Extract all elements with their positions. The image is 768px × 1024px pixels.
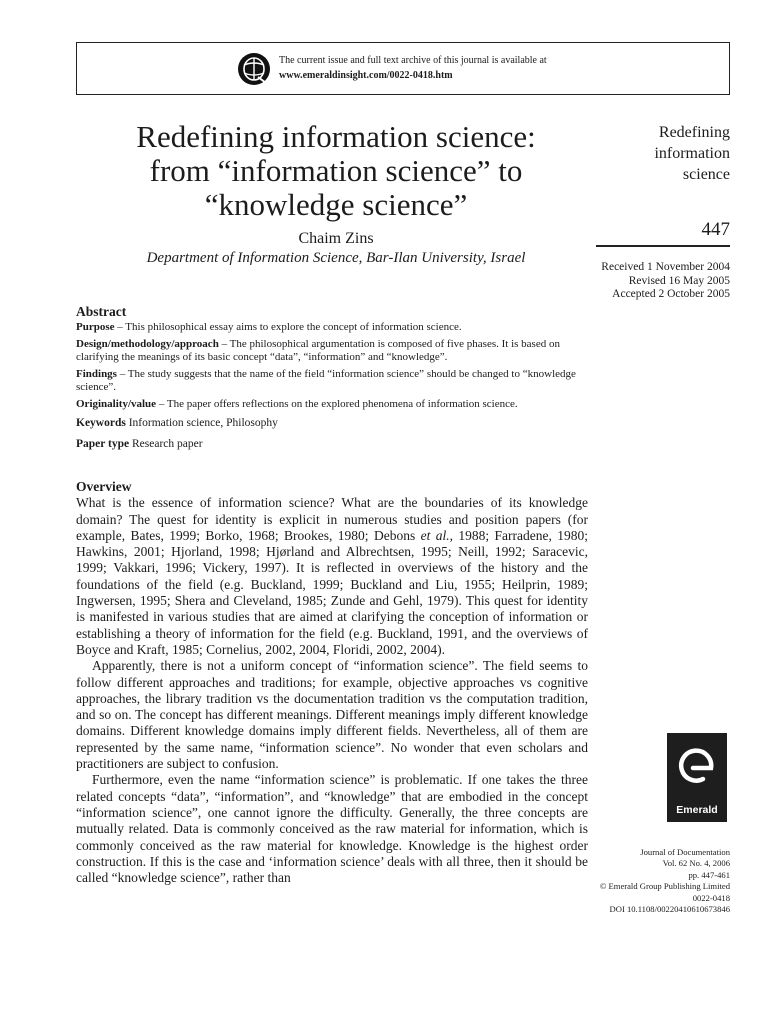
title-line: “knowledge science” xyxy=(204,187,468,222)
issn: 0022-0418 xyxy=(692,892,730,903)
keywords-label: Keywords xyxy=(76,417,126,429)
running-title-line: Redefining xyxy=(658,124,730,141)
revised-date: Revised 16 May 2005 xyxy=(628,274,730,287)
author-name: Chaim Zins xyxy=(298,230,374,247)
page-number: 447 xyxy=(701,219,730,240)
overview-paragraph-2: Apparently, there is not a uniform concept of “information science”. The field seems to follow different approaches and traditions; for example, objective approaches vs cognitive approaches, the library tradition vs the documentation tradition vs the computation tradition, and so on. The concept has different meanings. Different meanings imply different knowledge domains. Different knowledge domains imply different fields. Nevertheless, all of them are represented by the same name, “information science”. No wonder that even scholars and practitioners are subject to confusion. xyxy=(76,658,588,772)
abstract-heading: Abstract xyxy=(76,304,127,319)
abstract-keywords xyxy=(76,417,588,430)
emerald-wordmark: Emerald xyxy=(676,804,718,816)
running-title-line: science xyxy=(682,166,730,183)
received-date: Received 1 November 2004 xyxy=(601,261,730,273)
purpose-text: – This philosophical essay aims to explore the concept of information science. xyxy=(114,321,462,333)
title-line: from “information science” to xyxy=(149,153,523,188)
emerald-logo xyxy=(667,733,727,822)
abstract-purpose xyxy=(76,321,588,334)
author-affiliation: Department of Information Science, Bar-Ilan University, Israel xyxy=(146,250,526,266)
p1-text-b: , 1988; Farradene, 1980; Hawkins, 2001; Hjorland, 1998; Hjørland and Albrechtsen, 1995; Neill, 1992; Saracevic, 1999; Vakkari, 1996; Vickery, 1997). It is reflected in overviews of the history and the foundations of the field (e.g. Buckland, 1999; Buckland and Liu, 1955; Heilprin, 1989; Ingwersen, 1995; Shera and Cleveland, 1985; Zunde and Gehl, 1979). This quest for identity is manifested in various studies that are aimed at clarifying the conception of information or establishing a theory of information for the field (e.g. Buckland, 1991, and the overviews of Boyce and Kraft, 1985; Cornelius, 2002, 2004, Floridi, 2002, 2004). xyxy=(76,527,588,657)
overview-section xyxy=(76,479,588,886)
purpose-label: Purpose xyxy=(76,321,115,333)
p1-etal: et al. xyxy=(420,527,450,543)
notice-text: The current issue and full text archive of this journal is available at xyxy=(279,55,547,66)
findings-text: – The study suggests that the name of the field “information science” should be changed to “knowledge science”. xyxy=(76,368,576,393)
submission-dates xyxy=(596,261,730,302)
paper-type-label: Paper type xyxy=(76,438,130,450)
paper-type-text: Research paper xyxy=(129,438,203,450)
journal-url[interactable]: www.emeraldinsight.com/0022-0418.htm xyxy=(279,70,453,81)
article-title xyxy=(76,120,596,222)
margin-divider xyxy=(596,245,730,247)
overview-heading: Overview xyxy=(76,479,132,494)
running-title-line: information xyxy=(654,145,730,162)
originality-label: Originality/value xyxy=(76,398,157,410)
design-label: Design/methodology/approach xyxy=(76,338,219,350)
originality-text: – The paper offers reflections on the explored phenomena of information science. xyxy=(156,398,518,410)
abstract-section xyxy=(76,305,588,455)
globe-icon xyxy=(237,52,271,86)
abstract-design xyxy=(76,338,588,364)
p1-text-a: What is the essence of information science? What are the boundaries of its knowledge domain? The quest for identity is explicit in numerous studies and position papers (for example, Bates, 1999; Borko, 1968; Brookes, 1980; Debons xyxy=(76,495,588,543)
volume-issue: Vol. 62 No. 4, 2006 xyxy=(662,858,730,869)
overview-paragraph-3: Furthermore, even the name “information science” is problematic. If one takes the three related concepts “data”, “information”, and “knowledge” that are embodied in the concept “information science”, one cannot ignore the difficulty. Generally, the three concepts are mutually related. Data is commonly conceived as the raw material for information, which is commonly conceived as the raw material for knowledge. Knowledge is the highest order construction. If this is the case and ‘information science’ deals with all three, then it should be called “knowledge science”, rather than xyxy=(76,772,588,886)
publication-info xyxy=(590,847,730,915)
title-line: Redefining information science: xyxy=(136,119,536,154)
running-title xyxy=(596,122,730,185)
journal-notice-box xyxy=(76,42,730,95)
abstract-findings xyxy=(76,368,588,394)
findings-label: Findings xyxy=(76,368,117,380)
copyright: © Emerald Group Publishing Limited xyxy=(599,881,730,892)
accepted-date: Accepted 2 October 2005 xyxy=(612,288,730,300)
journal-notice xyxy=(279,53,547,83)
page-range: pp. 447-461 xyxy=(688,869,730,880)
doi[interactable]: DOI 10.1108/00220410610673846 xyxy=(609,904,730,915)
overview-paragraph-1 xyxy=(76,495,588,658)
abstract-originality xyxy=(76,398,588,411)
keywords-text: Information science, Philosophy xyxy=(125,417,278,429)
abstract-paper-type xyxy=(76,438,588,451)
emerald-mark-icon xyxy=(667,733,727,803)
journal-name: Journal of Documentation xyxy=(640,847,730,857)
design-text: – The philosophical argumentation is composed of five phases. It is based on clarifying the meanings of its basic concept “data”, “information” and “knowledge”. xyxy=(76,338,560,363)
